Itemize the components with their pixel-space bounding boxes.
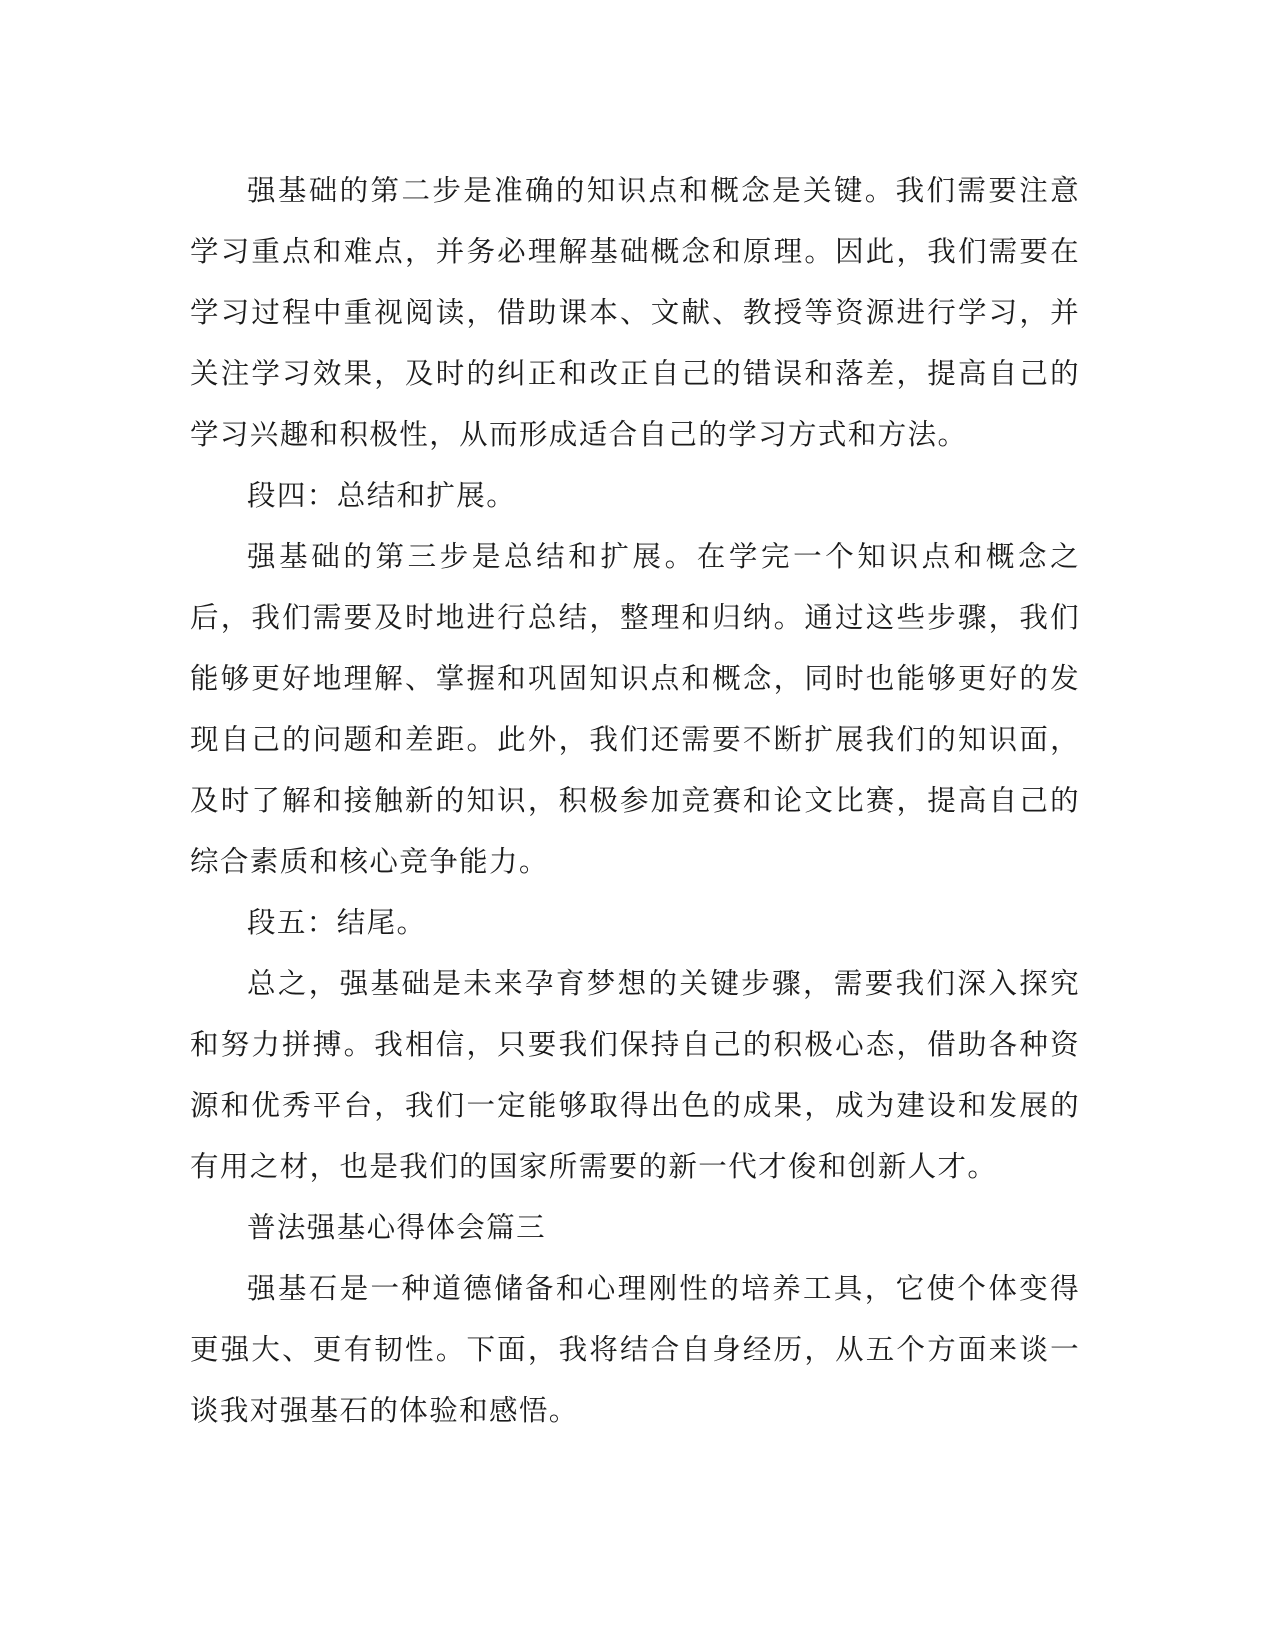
paragraph-intro-part-three: 强基石是一种道德储备和心理刚性的培养工具，它使个体变得更强大、更有韧性。下面，我将结合自身经历，从五个方面来谈一谈我对强基石的体验和感悟。 bbox=[190, 1272, 1080, 1427]
paragraph-step-two: 强基础的第二步是准确的知识点和概念是关键。我们需要注意学习重点和难点，并务必理解基础概念和原理。因此，我们需要在学习过程中重视阅读，借助课本、文献、教授等资源进行学习，并关注学习效果，及时的纠正和改正自己的错误和落差，提高自己的学习兴趣和积极性，从而形成适合自己的学习方式和方法。 bbox=[190, 174, 1080, 451]
section-heading-four: 段四：总结和扩展。 bbox=[247, 479, 517, 512]
section-heading-five: 段五：结尾。 bbox=[247, 906, 427, 939]
article-title-part-three: 普法强基心得体会篇三 bbox=[247, 1211, 547, 1244]
document-body bbox=[190, 160, 1080, 1441]
paragraph-conclusion: 总之，强基础是未来孕育梦想的关键步骤，需要我们深入探究和努力拼搏。我相信，只要我们保持自己的积极心态，借助各种资源和优秀平台，我们一定能够取得出色的成果，成为建设和发展的有用之材，也是我们的国家所需要的新一代才俊和创新人才。 bbox=[190, 967, 1080, 1183]
paragraph-step-three: 强基础的第三步是总结和扩展。在学完一个知识点和概念之后，我们需要及时地进行总结，整理和归纳。通过这些步骤，我们能够更好地理解、掌握和巩固知识点和概念，同时也能够更好的发现自己的问题和差距。此外，我们还需要不断扩展我们的知识面，及时了解和接触新的知识，积极参加竞赛和论文比赛，提高自己的综合素质和核心竞争能力。 bbox=[190, 540, 1080, 878]
